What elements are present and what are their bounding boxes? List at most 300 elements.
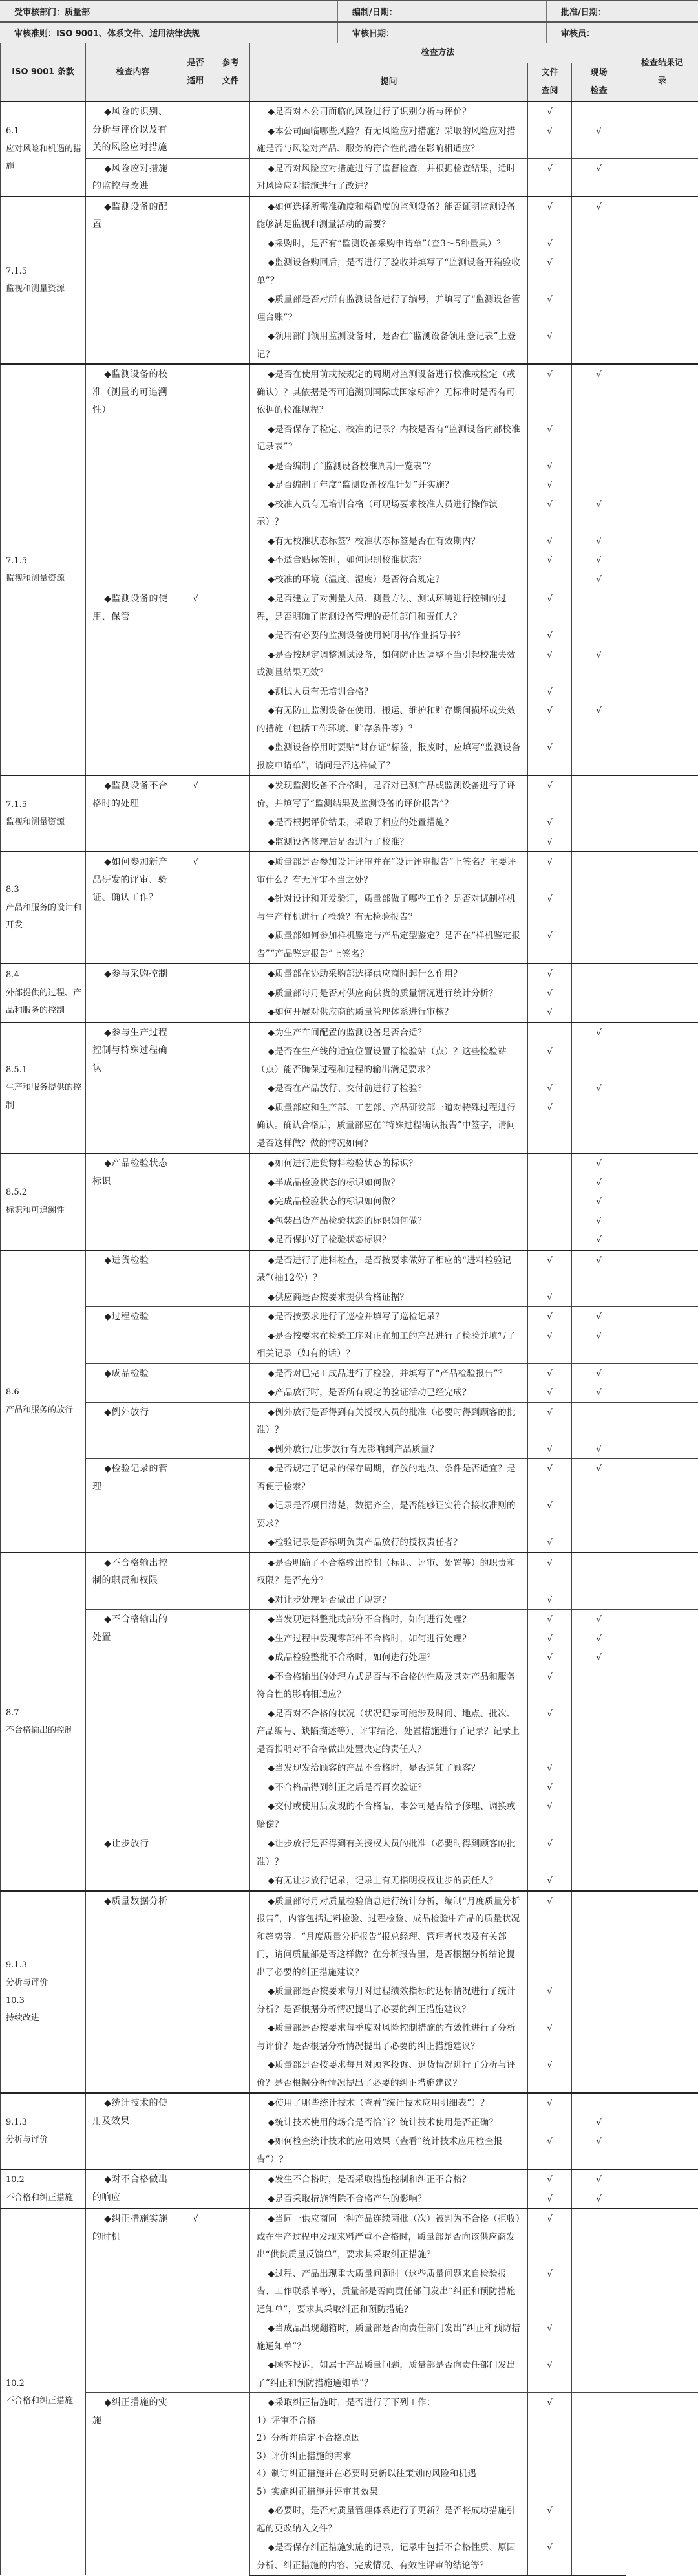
doc-review-cell[interactable] [528, 2169, 572, 2189]
doc-review-cell[interactable] [528, 2019, 572, 2055]
site-check-cell[interactable] [572, 1288, 626, 1307]
question-text: ◆监测设备修理后是否进行了校准？ [250, 832, 528, 852]
doc-review-cell[interactable] [528, 2319, 572, 2355]
site-check-cell[interactable] [572, 122, 626, 159]
doc-review-cell[interactable] [528, 889, 572, 926]
reference-doc-cell[interactable] [211, 2169, 250, 2209]
question-text: ◆监测设备停用时要贴“封存证”标签，报废时，应填写“监测设备报废申请单”，请问是否这样做了？ [250, 738, 528, 775]
result-record-cell[interactable] [626, 775, 698, 852]
doc-review-cell[interactable] [528, 738, 572, 775]
doc-review-cell[interactable] [528, 1079, 572, 1098]
site-check-cell[interactable] [572, 475, 626, 495]
site-check-cell[interactable] [572, 1250, 626, 1288]
result-record-cell[interactable] [626, 364, 698, 589]
site-check-cell[interactable] [572, 1363, 626, 1383]
reference-doc-cell[interactable] [211, 1553, 250, 1610]
doc-review-cell[interactable] [528, 2093, 572, 2113]
site-check-cell[interactable] [572, 1648, 626, 1667]
reference-doc-cell[interactable] [211, 1153, 250, 1250]
site-check-cell[interactable] [572, 290, 626, 327]
site-check-cell[interactable] [572, 532, 626, 551]
doc-review-cell[interactable] [528, 2501, 572, 2538]
result-record-cell[interactable] [626, 1307, 698, 1364]
doc-review-cell[interactable] [528, 1173, 572, 1193]
doc-review-cell[interactable] [528, 1648, 572, 1667]
site-check-cell[interactable] [572, 2169, 626, 2189]
site-check-cell[interactable] [572, 1533, 626, 1553]
doc-review-cell[interactable] [528, 234, 572, 254]
result-record-cell[interactable] [626, 2209, 698, 2393]
result-record-cell[interactable] [626, 1363, 698, 1402]
site-check-cell[interactable] [572, 1153, 626, 1173]
site-check-cell[interactable] [572, 1307, 626, 1326]
doc-review-cell[interactable] [528, 964, 572, 984]
audit-date-field[interactable]: 审核日期： [338, 22, 547, 43]
table-row [1, 1459, 698, 1497]
site-check-cell[interactable] [572, 1871, 626, 1891]
check-mark-icon: √ [596, 2117, 602, 2128]
doc-review-cell[interactable] [528, 532, 572, 551]
reference-doc-cell[interactable] [211, 964, 250, 1023]
doc-review-cell[interactable] [528, 1250, 572, 1288]
question-text: ◆如何检查统计技术的应用效果（查看“统计技术应用检查报告”）？ [250, 2132, 528, 2169]
doc-review-cell[interactable] [528, 1553, 572, 1590]
check-mark-icon: √ [547, 594, 553, 604]
site-check-cell[interactable] [572, 495, 626, 532]
doc-review-cell[interactable] [528, 2189, 572, 2209]
site-check-cell[interactable] [572, 327, 626, 364]
check-mark-icon: √ [547, 894, 553, 904]
applicable-cell[interactable] [180, 1891, 211, 2094]
check-mark-icon: √ [547, 2323, 553, 2333]
site-check-cell[interactable] [572, 682, 626, 702]
reference-doc-cell[interactable] [211, 102, 250, 158]
site-check-cell[interactable] [572, 2132, 626, 2169]
site-check-cell[interactable] [572, 1590, 626, 1610]
doc-review-cell[interactable] [528, 327, 572, 364]
approved-date-field[interactable]: 批准/日期： [547, 1, 698, 22]
check-mark-icon: √ [547, 1103, 553, 1113]
doc-review-cell[interactable] [528, 1211, 572, 1231]
table-row [1, 964, 698, 984]
site-check-cell[interactable] [572, 1230, 626, 1250]
doc-review-cell[interactable] [528, 290, 572, 327]
check-mark-icon: √ [547, 1614, 553, 1625]
doc-review-cell[interactable] [528, 2264, 572, 2319]
doc-review-cell[interactable] [528, 102, 572, 122]
site-check-cell[interactable] [572, 1079, 626, 1098]
result-record-cell[interactable] [626, 1610, 698, 1834]
site-check-cell[interactable] [572, 775, 626, 813]
check-mark-icon: √ [596, 1614, 602, 1625]
site-check-cell[interactable] [572, 984, 626, 1003]
result-record-cell[interactable] [626, 197, 698, 365]
site-check-cell[interactable] [572, 1440, 626, 1459]
check-mark-icon: √ [547, 2360, 553, 2370]
site-check-cell[interactable] [572, 1834, 626, 1872]
site-check-cell[interactable] [572, 420, 626, 457]
doc-review-cell[interactable] [528, 682, 572, 702]
question-text: ◆质量部是否按要求每季度对风险控制措施的有效性进行了分析与评价？是否根据分析情况提出了必要的纠正措施建议？ [250, 2019, 528, 2055]
site-check-cell[interactable] [572, 364, 626, 420]
result-record-cell[interactable] [626, 1459, 698, 1553]
result-record-cell[interactable] [626, 852, 698, 964]
question-text: ◆质量部应和生产部、工艺部、产品研发部一道对特殊过程进行确认。确认合格后，质量部应在“特殊过程确认报告”中签字，请问是否这样做？做的情况如何？ [250, 1098, 528, 1154]
site-check-cell[interactable] [572, 1383, 626, 1402]
site-check-cell[interactable] [572, 457, 626, 476]
applicable-cell[interactable] [180, 197, 211, 365]
check-mark-icon: √ [547, 2098, 553, 2108]
site-check-cell[interactable] [572, 234, 626, 254]
site-check-cell[interactable] [572, 550, 626, 570]
doc-review-cell[interactable] [528, 589, 572, 627]
applicable-cell[interactable] [180, 1250, 211, 1307]
doc-review-cell[interactable] [528, 1363, 572, 1383]
check-mark-icon: √ [547, 687, 553, 697]
site-check-cell[interactable] [572, 1778, 626, 1797]
result-record-cell[interactable] [626, 1153, 698, 1250]
applicable-cell[interactable] [180, 1023, 211, 1154]
check-content: ◆进货检验 [86, 1250, 180, 1307]
site-check-cell[interactable] [572, 832, 626, 852]
question-text: ◆是否编制了“监测设备校准周期一览表”？ [250, 457, 528, 476]
site-check-cell[interactable] [572, 2189, 626, 2209]
reference-doc-cell[interactable] [211, 589, 250, 776]
site-check-cell[interactable] [572, 1211, 626, 1231]
result-record-cell[interactable] [626, 589, 698, 776]
doc-review-cell[interactable] [528, 1629, 572, 1649]
site-check-cell[interactable] [572, 1042, 626, 1079]
applicable-cell[interactable] [180, 1363, 211, 1402]
doc-review-cell[interactable] [528, 645, 572, 682]
doc-review-cell[interactable] [528, 1098, 572, 1154]
doc-review-cell[interactable] [528, 420, 572, 457]
doc-review-cell[interactable] [528, 1590, 572, 1610]
result-record-cell[interactable] [626, 1834, 698, 1891]
check-mark-icon: √ [547, 650, 553, 660]
doc-review-cell[interactable] [528, 475, 572, 495]
doc-review-cell[interactable] [528, 775, 572, 813]
doc-review-cell[interactable] [528, 1230, 572, 1250]
check-mark-icon: √ [547, 369, 553, 380]
check-mark-icon: √ [596, 1387, 602, 1398]
applicable-cell[interactable] [180, 1610, 211, 1834]
reference-doc-cell[interactable] [211, 1023, 250, 1154]
question-text: ◆本公司面临哪些风险？有无风险应对措施？采取的风险应对措施是否与风险对产品、服务的符合性的潜在影响相适应？ [250, 122, 528, 159]
reference-doc-cell[interactable] [211, 1459, 250, 1553]
reference-doc-cell[interactable] [211, 1402, 250, 1459]
check-mark-icon: √ [547, 1652, 553, 1663]
question-text: ◆是否对本公司面临的风险进行了识别分析与评价？ [250, 102, 528, 122]
table-row [1, 1402, 698, 1440]
doc-review-cell[interactable] [528, 1667, 572, 1704]
applicable-cell[interactable] [180, 1459, 211, 1553]
question-text: ◆质量部是否对所有监测设备进行了编号，并填写了“监测设备管理台账”？ [250, 290, 528, 327]
question-text: ◆是否保护好了检验状态标识？ [250, 1230, 528, 1250]
question-text: ◆测试人员有无培训合格？ [250, 682, 528, 702]
doc-review-cell[interactable] [528, 1778, 572, 1797]
question-text: ◆质量部每月对质量检验信息进行统计分析，编制“月度质量分析报告”，内容包括进料检验、过程检验、成品检验中产品的质量状况和趋势等。“月度质量分析报告”报总经理、管理者代表及有关部门，请问质量部是否这样做？在分析报告里，是否根据分析结论提出了必要的纠正措施建议？ [250, 1891, 528, 1982]
doc-review-cell[interactable] [528, 550, 572, 570]
site-check-cell[interactable] [572, 2093, 626, 2113]
site-check-cell[interactable] [572, 1192, 626, 1211]
reference-doc-cell[interactable] [211, 2393, 250, 2576]
site-check-cell[interactable] [572, 1002, 626, 1023]
site-check-cell[interactable] [572, 1553, 626, 1590]
doc-review-cell[interactable] [528, 2113, 572, 2132]
site-check-cell[interactable] [572, 158, 626, 197]
site-check-cell[interactable] [572, 2055, 626, 2093]
reference-doc-cell[interactable] [211, 197, 250, 365]
doc-review-cell[interactable] [528, 1759, 572, 1778]
question-text: ◆发生不合格时，是否采取措施控制和纠正不合格？ [250, 2169, 528, 2189]
doc-review-cell[interactable] [528, 1002, 572, 1023]
doc-review-cell[interactable] [528, 2538, 572, 2575]
site-check-cell[interactable] [572, 589, 626, 627]
site-check-cell[interactable] [572, 253, 626, 290]
check-mark-icon: √ [547, 257, 553, 268]
check-mark-icon: √ [596, 126, 602, 136]
check-mark-icon: √ [547, 1255, 553, 1266]
site-check-cell[interactable] [572, 2538, 626, 2575]
site-check-cell[interactable] [572, 2019, 626, 2055]
applicable-cell[interactable] [180, 364, 211, 589]
site-check-cell[interactable] [572, 2319, 626, 2355]
result-record-cell[interactable] [626, 1250, 698, 1307]
site-check-cell[interactable] [572, 1098, 626, 1154]
doc-review-cell[interactable] [528, 1704, 572, 1759]
result-record-cell[interactable] [626, 1023, 698, 1154]
applicable-cell[interactable] [180, 2393, 211, 2576]
doc-review-cell[interactable] [528, 158, 572, 197]
site-check-cell[interactable] [572, 852, 626, 889]
site-check-cell[interactable] [572, 1667, 626, 1704]
iso-clause: 9.1.3 分析与评价 [1, 2093, 86, 2169]
doc-review-cell[interactable] [528, 122, 572, 159]
question-text: ◆如何开展对供应商的质量管理体系进行审核？ [250, 1002, 528, 1023]
question-text: ◆校准的环境（温度、湿度）是否符合规定？ [250, 570, 528, 589]
site-check-cell[interactable] [572, 889, 626, 926]
site-check-cell[interactable] [572, 1459, 626, 1497]
site-check-cell[interactable] [572, 1023, 626, 1043]
reference-doc-cell[interactable] [211, 1363, 250, 1402]
doc-review-cell[interactable] [528, 2132, 572, 2169]
reference-doc-cell[interactable] [211, 1610, 250, 1834]
site-check-cell[interactable] [572, 1982, 626, 2019]
doc-review-cell[interactable] [528, 1153, 572, 1173]
doc-review-cell[interactable] [528, 926, 572, 964]
site-check-cell[interactable] [572, 570, 626, 589]
reference-doc-cell[interactable] [211, 1834, 250, 1891]
doc-review-cell[interactable] [528, 1440, 572, 1459]
reference-doc-cell[interactable] [211, 2093, 250, 2169]
applicable-cell[interactable] [180, 2169, 211, 2209]
site-check-cell[interactable] [572, 701, 626, 738]
question-text: ◆当成品出现翻箱时，质量部是否向责任部门发出“纠正和预防措施通知单”？ [250, 2319, 528, 2355]
site-check-cell[interactable] [572, 2393, 626, 2502]
applicable-cell[interactable] [180, 1834, 211, 1891]
check-mark-icon: √ [596, 2174, 602, 2185]
check-mark-icon: √ [547, 2214, 553, 2224]
site-check-cell[interactable] [572, 645, 626, 682]
check-mark-icon: √ [547, 1083, 553, 1094]
doc-review-cell[interactable] [528, 1192, 572, 1211]
doc-review-cell[interactable] [528, 1042, 572, 1079]
result-record-cell[interactable] [626, 2169, 698, 2209]
doc-review-cell[interactable] [528, 1459, 572, 1497]
result-record-cell[interactable] [626, 964, 698, 1023]
site-check-cell[interactable] [572, 2113, 626, 2132]
site-check-cell[interactable] [572, 1402, 626, 1440]
question-text: ◆使用了哪些统计技术（查看“统计技术应用明细表”）？ [250, 2093, 528, 2113]
site-check-cell[interactable] [572, 197, 626, 234]
applicable-cell[interactable] [180, 589, 211, 776]
question-text: ◆供应商是否按要求提供合格证据？ [250, 1288, 528, 1307]
audited-department: 受审核部门：质量部 [0, 1, 338, 22]
doc-review-cell[interactable] [528, 1982, 572, 2019]
applicable-cell[interactable] [180, 158, 211, 197]
site-check-cell[interactable] [572, 1797, 626, 1834]
applicable-cell[interactable] [180, 1553, 211, 1610]
check-mark-icon: √ [596, 164, 602, 174]
doc-review-cell[interactable] [528, 1402, 572, 1440]
applicable-cell[interactable] [180, 2209, 211, 2393]
applicable-cell[interactable] [180, 775, 211, 852]
table-row [1, 197, 698, 234]
doc-review-cell[interactable] [528, 1496, 572, 1533]
site-check-cell[interactable] [572, 1891, 626, 1982]
auditor-field[interactable]: 审核员： [547, 22, 698, 43]
applicable-cell[interactable] [180, 1307, 211, 1364]
check-mark-icon: √ [547, 2542, 553, 2553]
doc-review-cell[interactable] [528, 2393, 572, 2502]
site-check-cell[interactable] [572, 1759, 626, 1778]
table-row [1, 852, 698, 889]
doc-review-cell[interactable] [528, 1891, 572, 1982]
doc-review-cell[interactable] [528, 626, 572, 645]
question-text: ◆是否保存了检定、校准的记录？内校是否有“监测设备内部校准记录表”？ [250, 420, 528, 457]
site-check-cell[interactable] [572, 1173, 626, 1193]
reference-doc-cell[interactable] [211, 852, 250, 964]
table-row [1, 775, 698, 813]
check-content: ◆不合格输出的处置 [86, 1610, 180, 1834]
site-check-cell[interactable] [572, 813, 626, 832]
applicable-cell[interactable] [180, 852, 211, 964]
doc-review-cell[interactable] [528, 701, 572, 738]
doc-review-cell[interactable] [528, 1307, 572, 1326]
site-check-cell[interactable] [572, 926, 626, 964]
doc-review-cell[interactable] [528, 1533, 572, 1553]
check-mark-icon: √ [596, 1331, 602, 1341]
col-header-doc-review: 文件查阅 [528, 63, 572, 102]
doc-review-cell[interactable] [528, 197, 572, 234]
doc-review-cell[interactable] [528, 832, 572, 852]
result-record-cell[interactable] [626, 2393, 698, 2576]
site-check-cell[interactable] [572, 1326, 626, 1364]
result-record-cell[interactable] [626, 1891, 698, 2094]
reference-doc-cell[interactable] [211, 1891, 250, 2094]
site-check-cell[interactable] [572, 1629, 626, 1649]
question-text: ◆不适合贴标签时，如何识别校准状态？ [250, 550, 528, 570]
site-check-cell[interactable] [572, 2501, 626, 2538]
site-check-cell[interactable] [572, 2264, 626, 2319]
question-text: ◆有无防止监测设备在使用、搬运、维护和贮存期间损坏或失效的措施（包括工作环境、贮存条件等）？ [250, 701, 528, 738]
doc-review-cell[interactable] [528, 457, 572, 476]
applicable-cell[interactable] [180, 964, 211, 1023]
result-record-cell[interactable] [626, 1402, 698, 1459]
doc-review-cell[interactable] [528, 2209, 572, 2264]
doc-review-cell[interactable] [528, 1383, 572, 1402]
doc-review-cell[interactable] [528, 495, 572, 532]
result-record-cell[interactable] [626, 158, 698, 197]
site-check-cell[interactable] [572, 1610, 626, 1629]
check-mark-icon: √ [547, 631, 553, 641]
check-mark-icon: √ [596, 1444, 602, 1455]
check-mark-icon: √ [547, 857, 553, 867]
reference-doc-cell[interactable] [211, 158, 250, 197]
reference-doc-cell[interactable] [211, 364, 250, 589]
reference-doc-cell[interactable] [211, 2209, 250, 2393]
applicable-cell[interactable] [180, 102, 211, 158]
doc-review-cell[interactable] [528, 1797, 572, 1834]
check-mark-icon: √ [547, 555, 553, 565]
reference-doc-cell[interactable] [211, 1307, 250, 1364]
site-check-cell[interactable] [572, 738, 626, 775]
site-check-cell[interactable] [572, 2209, 626, 2264]
doc-review-cell[interactable] [528, 364, 572, 420]
applicable-cell[interactable] [180, 1153, 211, 1250]
site-check-cell[interactable] [572, 102, 626, 122]
result-record-cell[interactable] [626, 102, 698, 158]
site-check-cell[interactable] [572, 1496, 626, 1533]
question-text: ◆检验记录是否标明负责产品放行的授权责任者？ [250, 1533, 528, 1553]
question-text: ◆质量部是否按要求每月对过程绩效指标的达标情况进行了统计分析？是否根据分析情况提出了必要的纠正措施建议？ [250, 1982, 528, 2019]
prepared-date-field[interactable]: 编制/日期： [338, 1, 547, 22]
check-mark-icon: √ [193, 594, 198, 604]
reference-doc-cell[interactable] [211, 775, 250, 852]
question-text: ◆质量部如何参加样机鉴定与产品定型鉴定？是否在“样机鉴定报告”“产品鉴定报告”上签名？ [250, 926, 528, 964]
doc-review-cell[interactable] [528, 2355, 572, 2393]
doc-review-cell[interactable] [528, 1326, 572, 1364]
reference-doc-cell[interactable] [211, 1250, 250, 1307]
result-record-cell[interactable] [626, 2093, 698, 2169]
doc-review-cell[interactable] [528, 1834, 572, 1872]
doc-review-cell[interactable] [528, 2055, 572, 2093]
doc-review-cell[interactable] [528, 1288, 572, 1307]
check-mark-icon: √ [547, 1407, 553, 1418]
applicable-cell[interactable] [180, 2093, 211, 2169]
doc-review-cell[interactable] [528, 1023, 572, 1043]
doc-review-cell[interactable] [528, 984, 572, 1003]
site-check-cell[interactable] [572, 1704, 626, 1759]
result-record-cell[interactable] [626, 1553, 698, 1610]
site-check-cell[interactable] [572, 2355, 626, 2393]
doc-review-cell[interactable] [528, 253, 572, 290]
doc-review-cell[interactable] [528, 570, 572, 589]
applicable-cell[interactable] [180, 1402, 211, 1459]
iso-clause: 9.1.3 分析与评价 10.3 持续改进 [1, 1891, 86, 2094]
check-mark-icon: √ [547, 2060, 553, 2070]
check-content: ◆过程检验 [86, 1307, 180, 1364]
site-check-cell[interactable] [572, 964, 626, 984]
doc-review-cell[interactable] [528, 1871, 572, 1891]
check-mark-icon: √ [547, 1387, 553, 1398]
doc-review-cell[interactable] [528, 1610, 572, 1629]
check-mark-icon: √ [596, 1255, 602, 1266]
site-check-cell[interactable] [572, 626, 626, 645]
doc-review-cell[interactable] [528, 852, 572, 889]
doc-review-cell[interactable] [528, 813, 572, 832]
